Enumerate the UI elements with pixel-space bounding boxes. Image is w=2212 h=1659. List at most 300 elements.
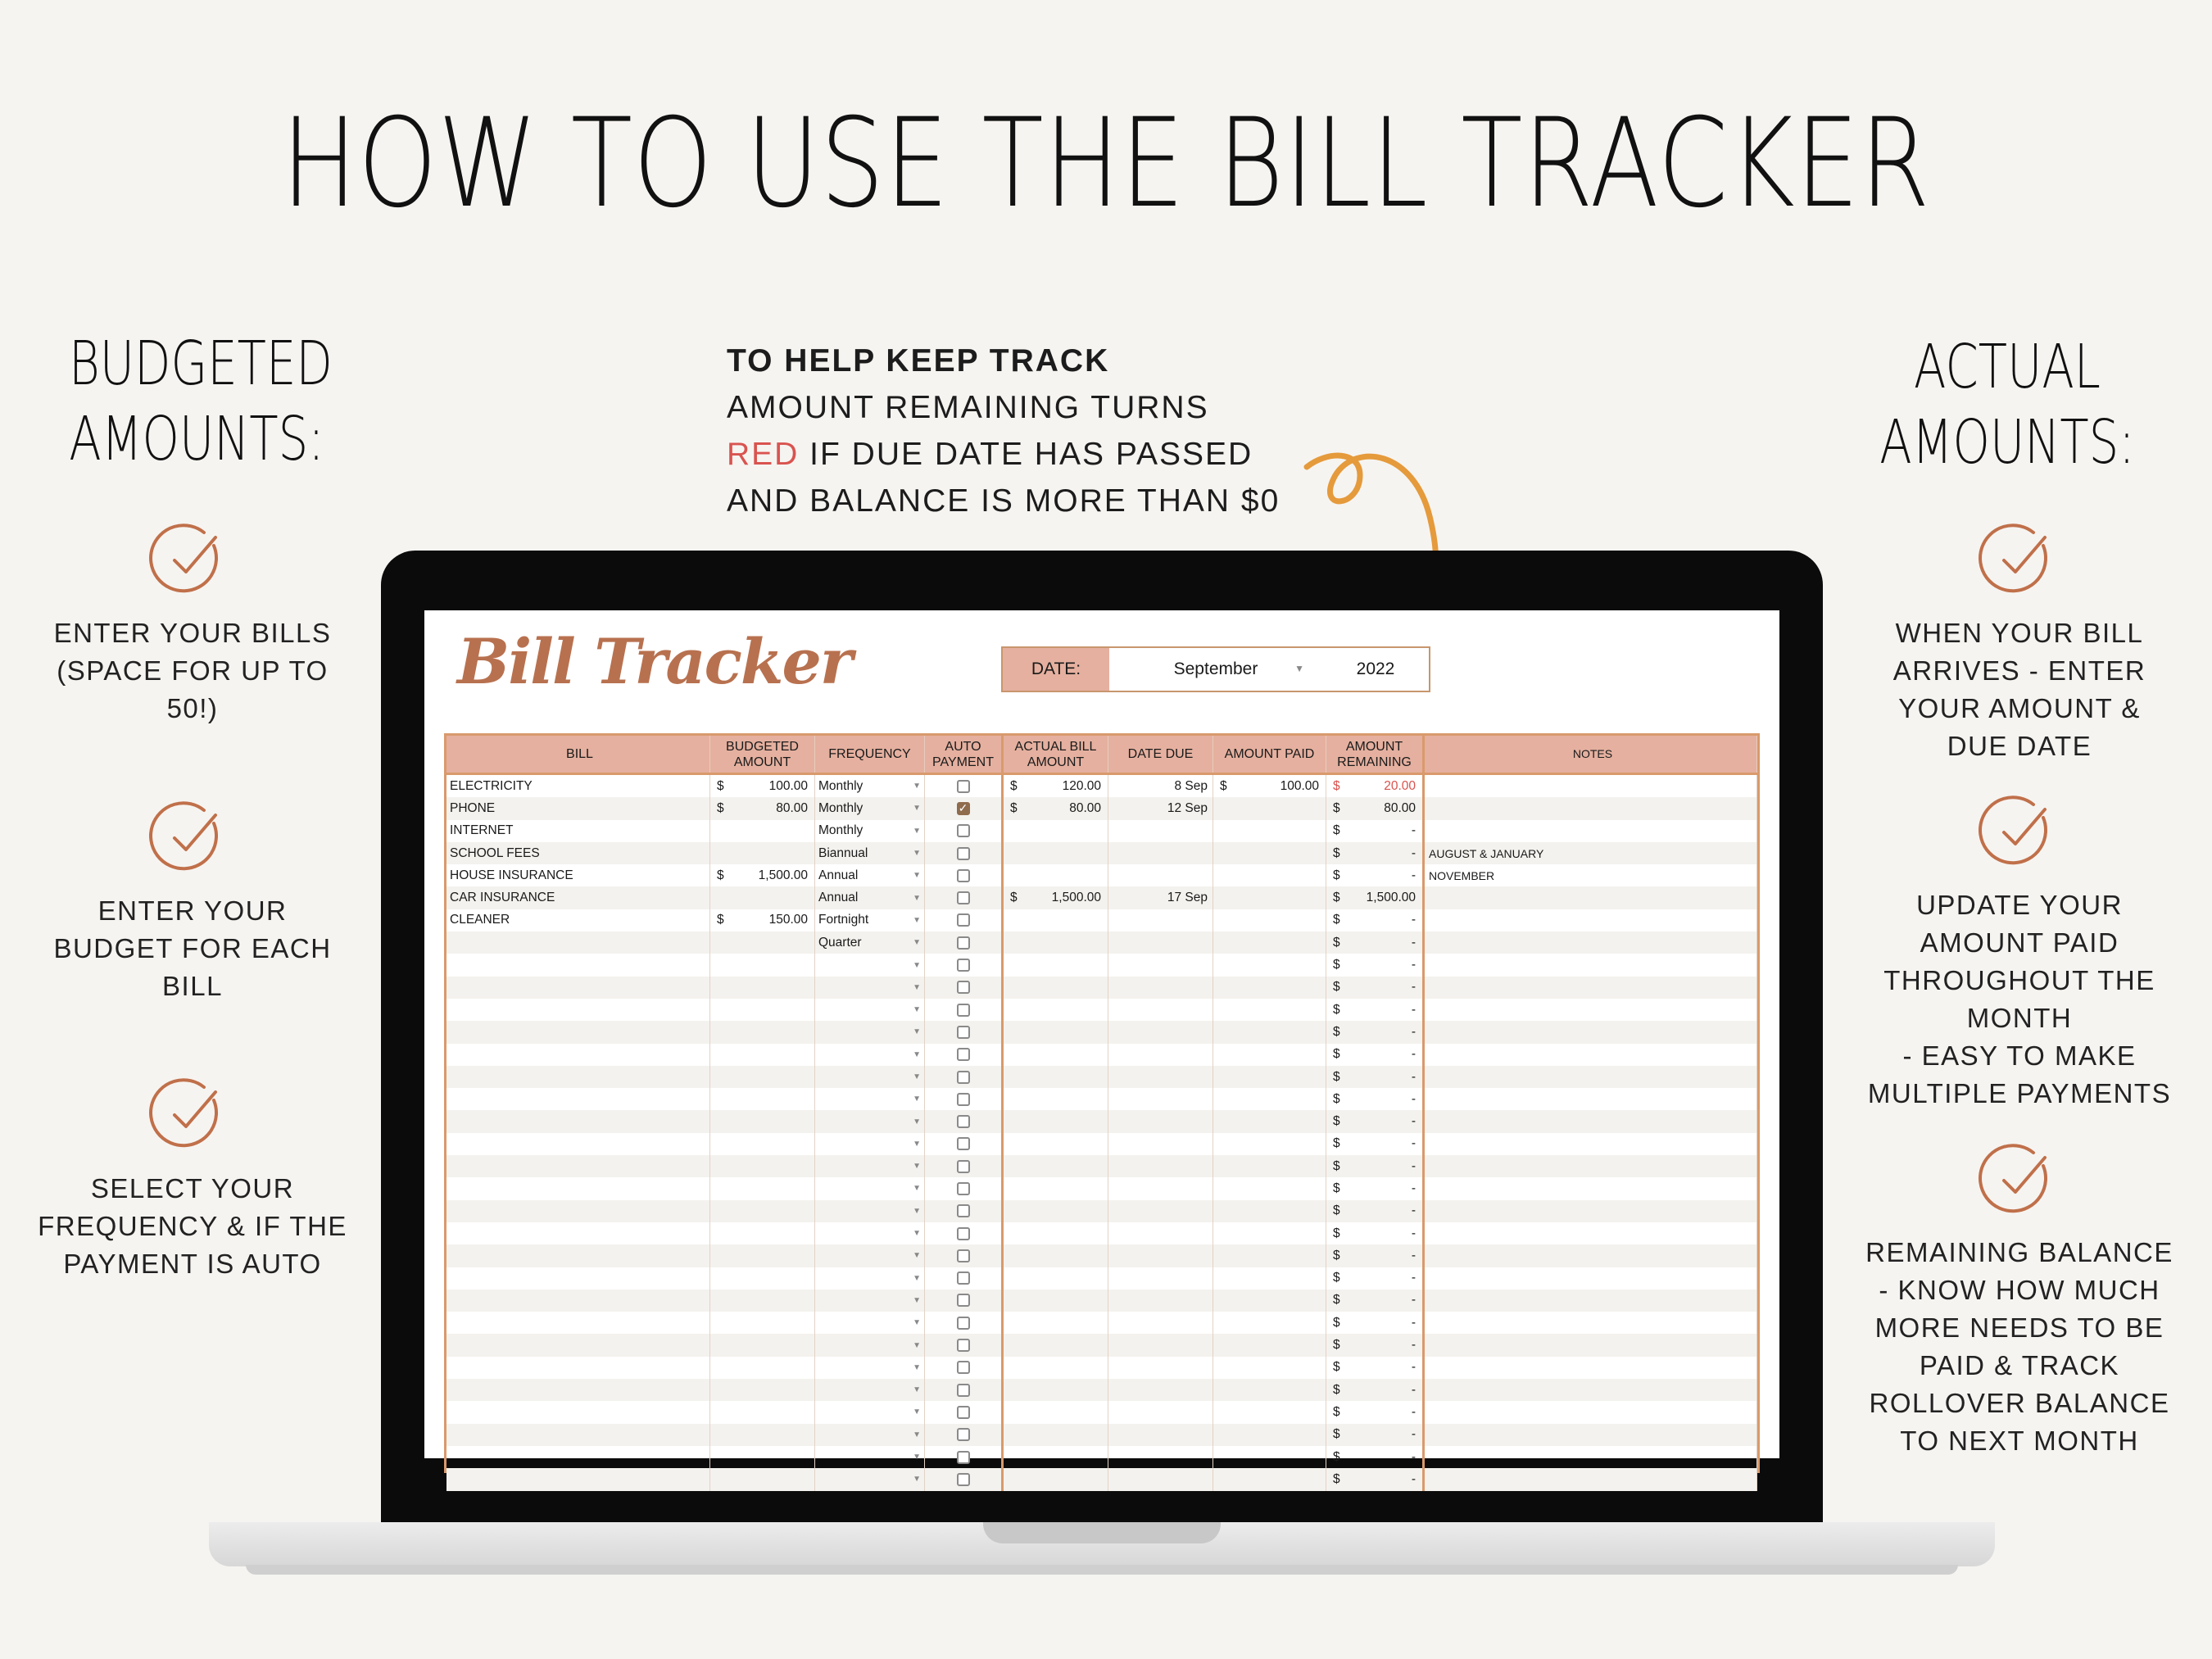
auto-payment-checkbox[interactable] <box>957 1182 970 1195</box>
frequency-dropdown[interactable] <box>815 1177 925 1199</box>
amount-remaining-cell <box>1326 1267 1425 1290</box>
notes-cell[interactable] <box>1425 1044 1757 1066</box>
auto-payment-checkbox[interactable] <box>957 1048 970 1061</box>
frequency-dropdown[interactable] <box>815 1357 925 1379</box>
actual-amount-cell[interactable] <box>1004 931 1108 954</box>
notes-cell[interactable] <box>1425 797 1757 819</box>
frequency-dropdown[interactable] <box>815 1244 925 1267</box>
auto-payment-checkbox[interactable] <box>957 1406 970 1419</box>
bill-cell[interactable] <box>446 1357 710 1379</box>
notes-cell[interactable] <box>1425 1021 1757 1043</box>
auto-payment-checkbox[interactable] <box>957 847 970 860</box>
auto-payment-checkbox[interactable] <box>957 1317 970 1330</box>
notes-cell[interactable] <box>1425 999 1757 1021</box>
notes-cell[interactable] <box>1425 1177 1757 1199</box>
actual-amount-cell[interactable] <box>1004 1379 1108 1401</box>
bill-cell[interactable] <box>446 1133 710 1155</box>
due-date-cell[interactable] <box>1108 775 1213 797</box>
remaining-value: - <box>1411 935 1416 950</box>
due-date-cell[interactable] <box>1108 1066 1213 1088</box>
due-date-cell[interactable] <box>1108 1379 1213 1401</box>
auto-payment-checkbox[interactable] <box>957 824 970 837</box>
due-date-cell[interactable] <box>1108 1110 1213 1132</box>
notes-cell[interactable] <box>1425 1110 1757 1132</box>
due-date-cell[interactable] <box>1108 1244 1213 1267</box>
notes-cell[interactable] <box>1425 1312 1757 1334</box>
amount-paid-cell[interactable] <box>1213 1312 1326 1334</box>
actual-amount-cell[interactable] <box>1004 886 1108 909</box>
auto-payment-checkbox[interactable] <box>957 1271 970 1285</box>
month-dropdown[interactable] <box>1109 648 1322 691</box>
bill-cell[interactable] <box>446 1290 710 1312</box>
notes-cell[interactable] <box>1425 977 1757 999</box>
auto-payment-checkbox[interactable] <box>957 959 970 972</box>
budget-cell[interactable] <box>710 864 815 886</box>
budget-cell[interactable] <box>710 820 815 842</box>
frequency-dropdown[interactable] <box>815 909 925 931</box>
actual-amount-cell[interactable] <box>1004 909 1108 931</box>
auto-payment-checkbox[interactable] <box>957 780 970 793</box>
budget-cell[interactable] <box>710 909 815 931</box>
frequency-dropdown[interactable] <box>815 775 925 797</box>
notes-cell[interactable] <box>1425 1133 1757 1155</box>
remaining-value: - <box>1411 1449 1416 1464</box>
amount-paid-cell[interactable] <box>1213 1088 1326 1110</box>
frequency-dropdown[interactable] <box>815 1133 925 1155</box>
bill-cell[interactable] <box>446 842 710 864</box>
bill-cell[interactable] <box>446 1177 710 1199</box>
amount-paid-cell[interactable] <box>1213 1424 1326 1446</box>
due-date-cell[interactable] <box>1108 1088 1213 1110</box>
budget-cell[interactable] <box>710 1379 815 1401</box>
budget-cell[interactable] <box>710 1357 815 1379</box>
chevron-down-icon: ▼ <box>913 1139 921 1149</box>
bill-cell[interactable] <box>446 909 710 931</box>
auto-payment-checkbox[interactable] <box>957 1137 970 1150</box>
auto-payment-checkbox[interactable] <box>957 1473 970 1486</box>
due-date-cell[interactable] <box>1108 820 1213 842</box>
due-date-cell[interactable] <box>1108 1267 1213 1290</box>
budget-cell[interactable] <box>710 1222 815 1244</box>
frequency-dropdown[interactable] <box>815 1110 925 1132</box>
bill-cell[interactable] <box>446 1244 710 1267</box>
amount-paid-cell[interactable] <box>1213 1177 1326 1199</box>
table-row <box>446 1222 1757 1244</box>
frequency-dropdown[interactable] <box>815 797 925 819</box>
due-date-cell[interactable] <box>1108 797 1213 819</box>
auto-payment-checkbox[interactable] <box>957 1428 970 1441</box>
due-date-cell[interactable] <box>1108 1222 1213 1244</box>
actual-amount-cell[interactable] <box>1004 1334 1108 1356</box>
due-date-cell[interactable] <box>1108 1200 1213 1222</box>
amount-paid-cell[interactable] <box>1213 1200 1326 1222</box>
auto-payment-checkbox[interactable] <box>957 1093 970 1106</box>
amount-paid-cell[interactable] <box>1213 1133 1326 1155</box>
notes-cell[interactable] <box>1425 775 1757 797</box>
budget-cell[interactable] <box>710 954 815 976</box>
budget-cell[interactable] <box>710 886 815 909</box>
notes-cell[interactable] <box>1425 1357 1757 1379</box>
bill-cell[interactable] <box>446 1021 710 1043</box>
actual-amount-cell[interactable] <box>1004 1290 1108 1312</box>
notes-cell[interactable] <box>1425 954 1757 976</box>
notes-cell[interactable] <box>1425 1446 1757 1468</box>
amount-paid-cell[interactable] <box>1213 1155 1326 1177</box>
amount-paid-cell[interactable] <box>1213 1446 1326 1468</box>
budget-cell[interactable] <box>710 1267 815 1290</box>
frequency-dropdown[interactable] <box>815 1267 925 1290</box>
frequency-dropdown[interactable] <box>815 1312 925 1334</box>
amount-paid-cell[interactable] <box>1213 1110 1326 1132</box>
due-date-cell[interactable] <box>1108 954 1213 976</box>
amount-paid-cell[interactable] <box>1213 1334 1326 1356</box>
red-word: RED <box>727 437 800 472</box>
actual-amount-cell[interactable] <box>1004 1155 1108 1177</box>
budget-cell[interactable] <box>710 1177 815 1199</box>
chevron-down-icon: ▼ <box>913 826 921 836</box>
notes-cell[interactable] <box>1425 1401 1757 1423</box>
notes-cell[interactable] <box>1425 909 1757 931</box>
table-row <box>446 864 1757 886</box>
auto-payment-cell <box>925 1290 1004 1312</box>
notes-cell[interactable] <box>1425 1379 1757 1401</box>
notes-cell[interactable] <box>1425 1066 1757 1088</box>
frequency-dropdown[interactable] <box>815 1446 925 1468</box>
amount-paid-cell[interactable] <box>1213 775 1326 797</box>
budget-cell[interactable] <box>710 1200 815 1222</box>
header-bill: BILL <box>446 736 710 773</box>
notes-cell[interactable] <box>1425 842 1757 864</box>
actual-amount-cell[interactable] <box>1004 1088 1108 1110</box>
bill-table <box>444 733 1760 1486</box>
center-note <box>727 338 1280 524</box>
amount-paid-cell[interactable] <box>1213 1468 1326 1490</box>
actual-amount-cell[interactable] <box>1004 1401 1108 1423</box>
amount-paid-cell[interactable] <box>1213 909 1326 931</box>
bill-cell[interactable] <box>446 797 710 819</box>
auto-payment-checkbox[interactable] <box>957 1339 970 1352</box>
currency-symbol: $ <box>1333 1114 1340 1129</box>
remaining-value: - <box>1411 1181 1416 1195</box>
amount-paid-cell[interactable] <box>1213 1021 1326 1043</box>
left-tip-3 <box>25 1170 360 1283</box>
due-date-value: 8 Sep <box>1174 778 1208 793</box>
currency-symbol: $ <box>1333 1226 1340 1240</box>
actual-amount-cell[interactable] <box>1004 775 1108 797</box>
actual-amount-cell[interactable] <box>1004 1200 1108 1222</box>
auto-payment-checkbox[interactable] <box>957 981 970 994</box>
actual-amount-cell[interactable] <box>1004 1066 1108 1088</box>
bill-cell[interactable] <box>446 820 710 842</box>
budget-cell[interactable] <box>710 1334 815 1356</box>
year-cell[interactable]: 2022 <box>1356 660 1395 678</box>
auto-payment-checkbox[interactable] <box>957 1026 970 1039</box>
frequency-dropdown[interactable] <box>815 1021 925 1043</box>
frequency-dropdown[interactable] <box>815 1044 925 1066</box>
notes-cell[interactable] <box>1425 1290 1757 1312</box>
notes-cell[interactable] <box>1425 1468 1757 1490</box>
notes-cell[interactable] <box>1425 1155 1757 1177</box>
budget-cell[interactable] <box>710 931 815 954</box>
bill-cell[interactable] <box>446 1379 710 1401</box>
auto-payment-cell <box>925 842 1004 864</box>
budget-cell[interactable] <box>710 775 815 797</box>
budget-cell[interactable] <box>710 1290 815 1312</box>
due-date-cell[interactable] <box>1108 1177 1213 1199</box>
bill-cell[interactable] <box>446 931 710 954</box>
amount-paid-cell[interactable] <box>1213 977 1326 999</box>
notes-cell[interactable] <box>1425 1200 1757 1222</box>
notes-cell[interactable] <box>1425 864 1757 886</box>
budget-cell[interactable] <box>710 1312 815 1334</box>
auto-payment-checkbox[interactable] <box>957 1160 970 1173</box>
budget-cell[interactable] <box>710 1446 815 1468</box>
bill-cell[interactable] <box>446 1312 710 1334</box>
due-date-cell[interactable] <box>1108 886 1213 909</box>
amount-paid-cell[interactable] <box>1213 886 1326 909</box>
amount-paid-cell[interactable] <box>1213 954 1326 976</box>
frequency-dropdown[interactable] <box>815 1200 925 1222</box>
actual-amount-cell[interactable] <box>1004 1244 1108 1267</box>
due-date-cell[interactable] <box>1108 1290 1213 1312</box>
due-date-cell[interactable] <box>1108 1446 1213 1468</box>
auto-payment-checkbox[interactable] <box>957 869 970 882</box>
bill-cell[interactable] <box>446 1401 710 1423</box>
amount-paid-cell[interactable] <box>1213 1290 1326 1312</box>
actual-amount-cell[interactable] <box>1004 1133 1108 1155</box>
due-date-cell[interactable] <box>1108 1133 1213 1155</box>
auto-payment-checkbox[interactable] <box>957 1115 970 1128</box>
remaining-value: - <box>1411 1002 1416 1017</box>
frequency-dropdown[interactable] <box>815 1468 925 1490</box>
frequency-dropdown[interactable] <box>815 1066 925 1088</box>
table-row <box>446 1267 1757 1290</box>
right-tip-1-line: ARRIVES - ENTER <box>1892 655 2146 686</box>
actual-amount-cell[interactable] <box>1004 1357 1108 1379</box>
budget-cell[interactable] <box>710 1155 815 1177</box>
notes-cell[interactable] <box>1425 1088 1757 1110</box>
amount-paid-cell[interactable] <box>1213 1401 1326 1423</box>
due-date-cell[interactable] <box>1108 1021 1213 1043</box>
budget-cell[interactable] <box>710 797 815 819</box>
frequency-dropdown[interactable] <box>815 864 925 886</box>
amount-paid-cell[interactable] <box>1213 999 1326 1021</box>
auto-payment-checkbox[interactable] <box>957 1071 970 1084</box>
frequency-value: Fortnight <box>818 913 869 927</box>
budget-cell[interactable] <box>710 1066 815 1088</box>
due-date-cell[interactable] <box>1108 1357 1213 1379</box>
due-date-cell[interactable] <box>1108 909 1213 931</box>
actual-amount-cell[interactable] <box>1004 954 1108 976</box>
due-date-cell[interactable] <box>1108 1312 1213 1334</box>
right-tip-2-line: AMOUNT PAID <box>1920 927 2119 958</box>
budget-cell[interactable] <box>710 1044 815 1066</box>
amount-paid-cell[interactable] <box>1213 931 1326 954</box>
bill-cell[interactable] <box>446 1200 710 1222</box>
budget-cell[interactable] <box>710 1133 815 1155</box>
auto-payment-checkbox[interactable] <box>957 1227 970 1240</box>
frequency-dropdown[interactable] <box>815 1424 925 1446</box>
actual-amount-cell[interactable] <box>1004 820 1108 842</box>
budget-cell[interactable] <box>710 1021 815 1043</box>
notes-cell[interactable] <box>1425 886 1757 909</box>
frequency-dropdown[interactable] <box>815 1155 925 1177</box>
budget-cell[interactable] <box>710 842 815 864</box>
actual-amount-cell[interactable] <box>1004 1446 1108 1468</box>
bill-cell[interactable] <box>446 886 710 909</box>
center-note-line-3 <box>727 431 1280 478</box>
notes-cell[interactable] <box>1425 931 1757 954</box>
amount-paid-cell[interactable] <box>1213 820 1326 842</box>
auto-payment-cell <box>925 1424 1004 1446</box>
budget-cell[interactable] <box>710 1088 815 1110</box>
notes-cell[interactable] <box>1425 1334 1757 1356</box>
right-tip-3-line: TO NEXT MONTH <box>1900 1426 2139 1456</box>
bill-cell[interactable] <box>446 1334 710 1356</box>
bill-cell[interactable] <box>446 999 710 1021</box>
frequency-dropdown[interactable] <box>815 842 925 864</box>
budget-cell[interactable] <box>710 1110 815 1132</box>
currency-symbol: $ <box>1333 1293 1340 1308</box>
auto-payment-checkbox[interactable] <box>957 1249 970 1262</box>
auto-payment-checkbox[interactable] <box>957 1361 970 1374</box>
frequency-dropdown[interactable] <box>815 977 925 999</box>
header-frequency: FREQUENCY <box>815 736 925 773</box>
due-date-cell[interactable] <box>1108 1424 1213 1446</box>
amount-paid-cell[interactable] <box>1213 1066 1326 1088</box>
actual-amount-cell[interactable] <box>1004 1267 1108 1290</box>
bill-cell[interactable] <box>446 1155 710 1177</box>
frequency-dropdown[interactable] <box>815 1290 925 1312</box>
auto-payment-cell <box>925 1334 1004 1356</box>
amount-paid-cell[interactable] <box>1213 1357 1326 1379</box>
due-date-cell[interactable] <box>1108 1044 1213 1066</box>
budget-cell[interactable] <box>710 1401 815 1423</box>
amount-paid-cell[interactable] <box>1213 1379 1326 1401</box>
chevron-down-icon: ▼ <box>913 1273 921 1283</box>
frequency-dropdown[interactable] <box>815 1379 925 1401</box>
due-date-cell[interactable] <box>1108 977 1213 999</box>
actual-amount-cell[interactable] <box>1004 1110 1108 1132</box>
frequency-dropdown[interactable] <box>815 954 925 976</box>
due-date-cell[interactable] <box>1108 931 1213 954</box>
bill-cell[interactable] <box>446 1446 710 1468</box>
bill-cell[interactable] <box>446 1044 710 1066</box>
actual-amount-cell[interactable] <box>1004 1177 1108 1199</box>
frequency-dropdown[interactable] <box>815 1334 925 1356</box>
amount-remaining-cell <box>1326 931 1425 954</box>
due-date-cell[interactable] <box>1108 864 1213 886</box>
frequency-dropdown[interactable] <box>815 931 925 954</box>
left-tip-3-line: FREQUENCY & IF THE <box>38 1211 347 1241</box>
due-date-cell[interactable] <box>1108 842 1213 864</box>
bill-cell[interactable] <box>446 775 710 797</box>
bill-cell[interactable] <box>446 1424 710 1446</box>
actual-amount-cell[interactable] <box>1004 1468 1108 1490</box>
frequency-dropdown[interactable] <box>815 886 925 909</box>
actual-amount-cell[interactable] <box>1004 797 1108 819</box>
notes-cell[interactable] <box>1425 1424 1757 1446</box>
actual-amount-cell[interactable] <box>1004 842 1108 864</box>
auto-payment-checkbox[interactable] <box>957 1384 970 1397</box>
budget-cell[interactable] <box>710 1244 815 1267</box>
budget-cell[interactable] <box>710 1468 815 1490</box>
actual-amount-cell[interactable] <box>1004 1222 1108 1244</box>
remaining-value: - <box>1411 1315 1416 1330</box>
due-date-cell[interactable] <box>1108 1334 1213 1356</box>
auto-payment-checkbox[interactable] <box>957 1294 970 1307</box>
budget-cell[interactable] <box>710 1424 815 1446</box>
amount-remaining-cell <box>1326 1290 1425 1312</box>
frequency-dropdown[interactable] <box>815 999 925 1021</box>
auto-payment-checkbox[interactable] <box>957 1451 970 1464</box>
amount-paid-cell[interactable] <box>1213 1044 1326 1066</box>
auto-payment-checkbox[interactable] <box>957 913 970 927</box>
center-note-line-1: TO HELP KEEP TRACK <box>727 343 1110 378</box>
actual-amount-cell[interactable] <box>1004 864 1108 886</box>
amount-paid-cell[interactable] <box>1213 797 1326 819</box>
actual-amount-cell[interactable] <box>1004 1424 1108 1446</box>
notes-cell[interactable] <box>1425 820 1757 842</box>
due-date-cell[interactable] <box>1108 1155 1213 1177</box>
frequency-dropdown[interactable] <box>815 820 925 842</box>
auto-payment-checkbox[interactable] <box>957 936 970 950</box>
currency-symbol: $ <box>1333 1427 1340 1442</box>
due-date-cell[interactable] <box>1108 1468 1213 1490</box>
actual-amount-cell[interactable] <box>1004 1312 1108 1334</box>
table-row <box>446 820 1757 842</box>
right-tip-2-line: - EASY TO MAKE <box>1902 1040 2137 1071</box>
amount-paid-cell[interactable] <box>1213 1244 1326 1267</box>
frequency-dropdown[interactable] <box>815 1088 925 1110</box>
actual-amount-cell[interactable] <box>1004 1021 1108 1043</box>
frequency-dropdown[interactable] <box>815 1401 925 1423</box>
bill-cell[interactable] <box>446 954 710 976</box>
budget-cell[interactable] <box>710 999 815 1021</box>
due-date-cell[interactable] <box>1108 999 1213 1021</box>
notes-cell[interactable] <box>1425 1244 1757 1267</box>
bill-cell[interactable] <box>446 1222 710 1244</box>
notes-cell[interactable] <box>1425 1222 1757 1244</box>
actual-amount-cell[interactable] <box>1004 977 1108 999</box>
bill-cell[interactable] <box>446 1088 710 1110</box>
center-note-line-3-rest: IF DUE DATE HAS PASSED <box>799 437 1253 472</box>
amount-paid-cell[interactable] <box>1213 1222 1326 1244</box>
actual-amount-cell[interactable] <box>1004 1044 1108 1066</box>
header-remaining <box>1326 736 1425 773</box>
budget-cell[interactable] <box>710 977 815 999</box>
frequency-dropdown[interactable] <box>815 1222 925 1244</box>
bill-cell[interactable] <box>446 977 710 999</box>
bill-cell[interactable] <box>446 1066 710 1088</box>
amount-paid-cell[interactable] <box>1213 842 1326 864</box>
bill-cell[interactable] <box>446 1110 710 1132</box>
actual-amount-cell[interactable] <box>1004 999 1108 1021</box>
bill-cell[interactable] <box>446 1267 710 1290</box>
due-date-cell[interactable] <box>1108 1401 1213 1423</box>
notes-cell[interactable] <box>1425 1267 1757 1290</box>
currency-symbol: $ <box>1333 1181 1340 1195</box>
bill-cell[interactable] <box>446 864 710 886</box>
auto-payment-checkbox[interactable] <box>957 1204 970 1217</box>
bill-cell[interactable] <box>446 1468 710 1490</box>
auto-payment-checkbox[interactable] <box>957 1004 970 1017</box>
amount-paid-cell[interactable] <box>1213 864 1326 886</box>
currency-symbol: $ <box>1333 1338 1340 1353</box>
auto-payment-checkbox[interactable]: ✓ <box>957 802 970 815</box>
amount-paid-cell[interactable] <box>1213 1267 1326 1290</box>
auto-payment-checkbox[interactable] <box>957 891 970 904</box>
